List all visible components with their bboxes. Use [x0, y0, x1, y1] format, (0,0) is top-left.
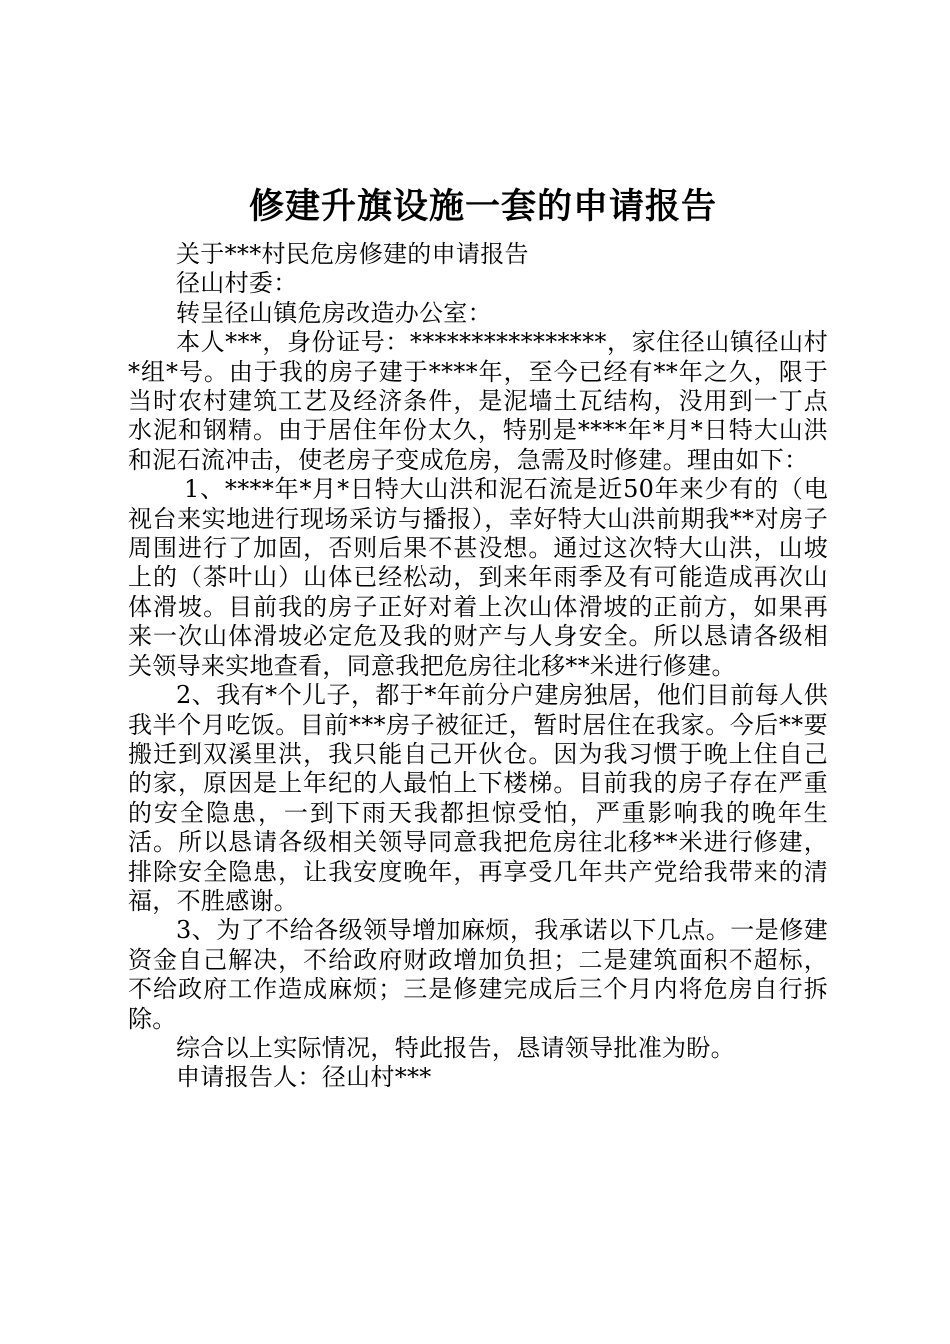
reason-2-paragraph: 2、我有*个儿子，都于*年前分户建房独居，他们目前每人供我半个月吃饭。目前***房子被征迁，暂时居住在我家。今后**要搬迁到双溪里洪，我只能自己开伙仓。因为我习惯于晚上住自己的家，原因是上年纪的人最怕上下楼梯。目前我的房子存在严重的安全隐患，一到下雨天我都担惊受怕，严重影响我的晚年生活。所以恳请各级相关领导同意我把危房往北移**米进行修建，排除安全隐患，让我安度晚年，再享受几年共产党给我带来的清福，不胜感谢。 [128, 681, 828, 915]
reason-1-paragraph: 1、****年*月*日特大山洪和泥石流是近50年来少有的（电视台来实地进行现场采访与播报），幸好特大山洪前期我**对房子周围进行了加固，否则后果不甚没想。通过这次特大山洪，山坡上的（茶叶山）山体已经松动，到来年雨季及有可能造成再次山体滑坡。目前我的房子正好对着上次山体滑坡的正前方，如果再来一次山体滑坡必定危及我的财产与人身安全。所以恳请各级相关领导来实地查看，同意我把危房往北移**米进行修建。 [128, 475, 828, 680]
conclusion-paragraph: 综合以上实际情况，特此报告，恳请领导批准为盼。 [176, 1033, 735, 1062]
signature-line: 申请报告人：径山村*** [176, 1063, 432, 1092]
intro-paragraph: 本人***，身份证号：****************，家住径山镇径山村*组*号。由于我的房子建于****年，至今已经有**年之久，限于当时农村建筑工艺及经济条件，是泥墙土瓦结构，没用到一丁点水泥和钢精。由于居住年份太久，特别是****年*月*日特大山洪和泥石流冲击，使老房子变成危房，急需及时修建。理由如下： [128, 328, 828, 474]
report-subtitle: 关于***村民危房修建的申请报告 [176, 240, 529, 268]
recipient-line: 径山村委： [176, 269, 298, 298]
document-body [128, 240, 828, 1093]
document-page [128, 180, 828, 1093]
reason-3-paragraph: 3、为了不给各级领导增加麻烦，我承诺以下几点。一是修建资金自己解决，不给政府财政增加负担；二是建筑面积不超标，不给政府工作造成麻烦；三是修建完成后三个月内将危房自行拆除。 [128, 916, 828, 1033]
document-title: 修建升旗设施一套的申请报告 [248, 187, 717, 227]
forward-recipient-line: 转呈径山镇危房改造办公室： [176, 298, 492, 327]
